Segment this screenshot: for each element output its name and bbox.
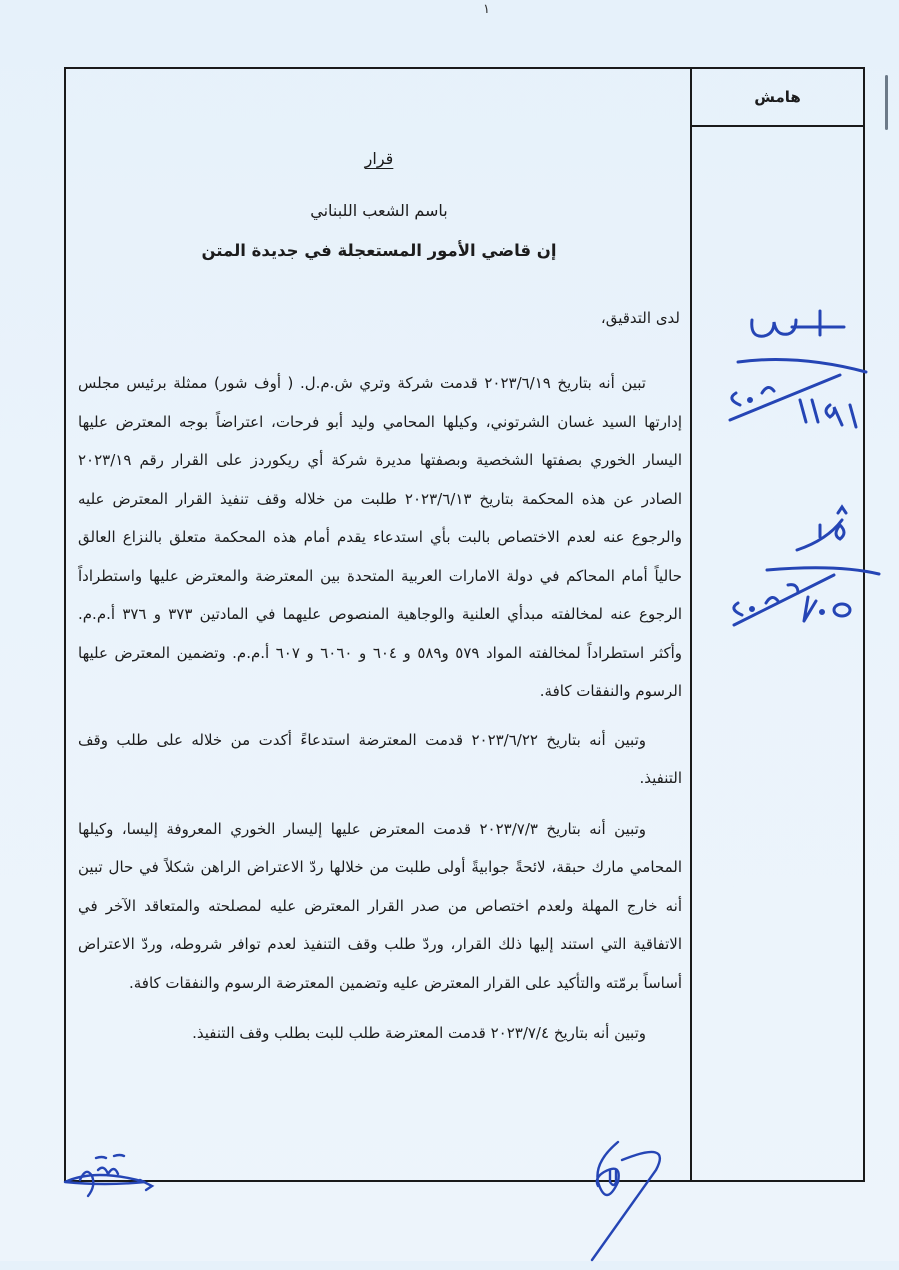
handwritten-annotation-icon (712, 305, 872, 425)
page-number: ١ (483, 2, 490, 17)
intro-line: لدى التدقيق، (600, 309, 680, 327)
paragraph: وتبين أنه بتاريخ ٢٠٢٣/٦/٢٢ قدمت المعترضة استدعاءً أكدت من خلاله على طلب وقف التنفيذ. (78, 730, 682, 787)
margin-header: هامش (692, 69, 863, 127)
handwritten-annotation-icon (712, 505, 882, 635)
signature-left-icon (60, 1150, 180, 1210)
paragraph: وتبين أنه بتاريخ ٢٠٢٣/٧/٣ قدمت المعترض عليها إليسار الخوري المعروفة إليسا، وكيلها المحامي مارك حبقة، لائحةً جوابيةً أولى طلبت من خلالها ردّ الاعتراض الراهن شكلاً في حال تبين أنه خارج المهلة ولعدم اختصاص من صدر القرار المعترض عليه لمصلحته والمتعاقد الآخر في الاتفاقية التي استند إليها ذلك القرار، وردّ طلب وقف التنفيذ لعدم توافر شروطه، وردّ الاعتراض أساساً برمّته والتأكيد على القرار المعترض عليه وتضمين المعترضة الرسوم والنفقات كافة. (78, 819, 682, 992)
document-title: قرار (364, 149, 394, 168)
edge-mark (885, 75, 888, 130)
paragraph: تبين أنه بتاريخ ٢٠٢٣/٦/١٩ قدمت شركة وتري ش.م.ل. ( أوف شور) ممثلة برئيس مجلس إدارتها السيد غسان الشرتوني، وكيلها المحامي وليد أبو فرحات، اعتراضاً بوجه المعترض عليها اليسار الخوري بصفتها الشخصية وبصفتها مديرة شركة أي ريكوردز على القرار رقم ٢٠٢٣/١٩ الصادر عن هذه المحكمة بتاريخ ٢٠٢٣/٦/١٣ طلبت من خلاله وقف تنفيذ القرار المعترض عليه والرجوع عنه لعدم الاختصاص بالبت بأي استدعاء يقدم أمام هذه المحكمة متعلق بالنزاع العالق حالياً أمام المحاكم في دولة الامارات العربية المتحدة بين المعترضة والمعترض عليها واستطراداً الرجوع عنه لمخالفته مبدأي العلنية والوجاهية المنصوص عليهما في المادتين ٣٧٣ و ٣٧٦ أ.م.م. وأكثر استطراداً لمخالفته المواد ٥٧٩ و٥٨٩ و ٦٠٤ و ٦٠٦٠ و ٦٠٧ أ.م.م. وتضمين المعترض عليها الرسوم والنفقات كافة. (78, 374, 683, 700)
signature-right-icon (400, 1120, 640, 1270)
judge-line: إن قاضي الأمور المستعجلة في جديدة المتن (201, 241, 557, 260)
document-subtitle: باسم الشعب اللبناني (310, 201, 448, 220)
document-body (66, 69, 692, 1180)
paragraph: وتبين أنه بتاريخ ٢٠٢٣/٧/٤ قدمت المعترضة طلب للبت بطلب وقف التنفيذ. (192, 1024, 646, 1042)
paragraphs (78, 364, 682, 1065)
